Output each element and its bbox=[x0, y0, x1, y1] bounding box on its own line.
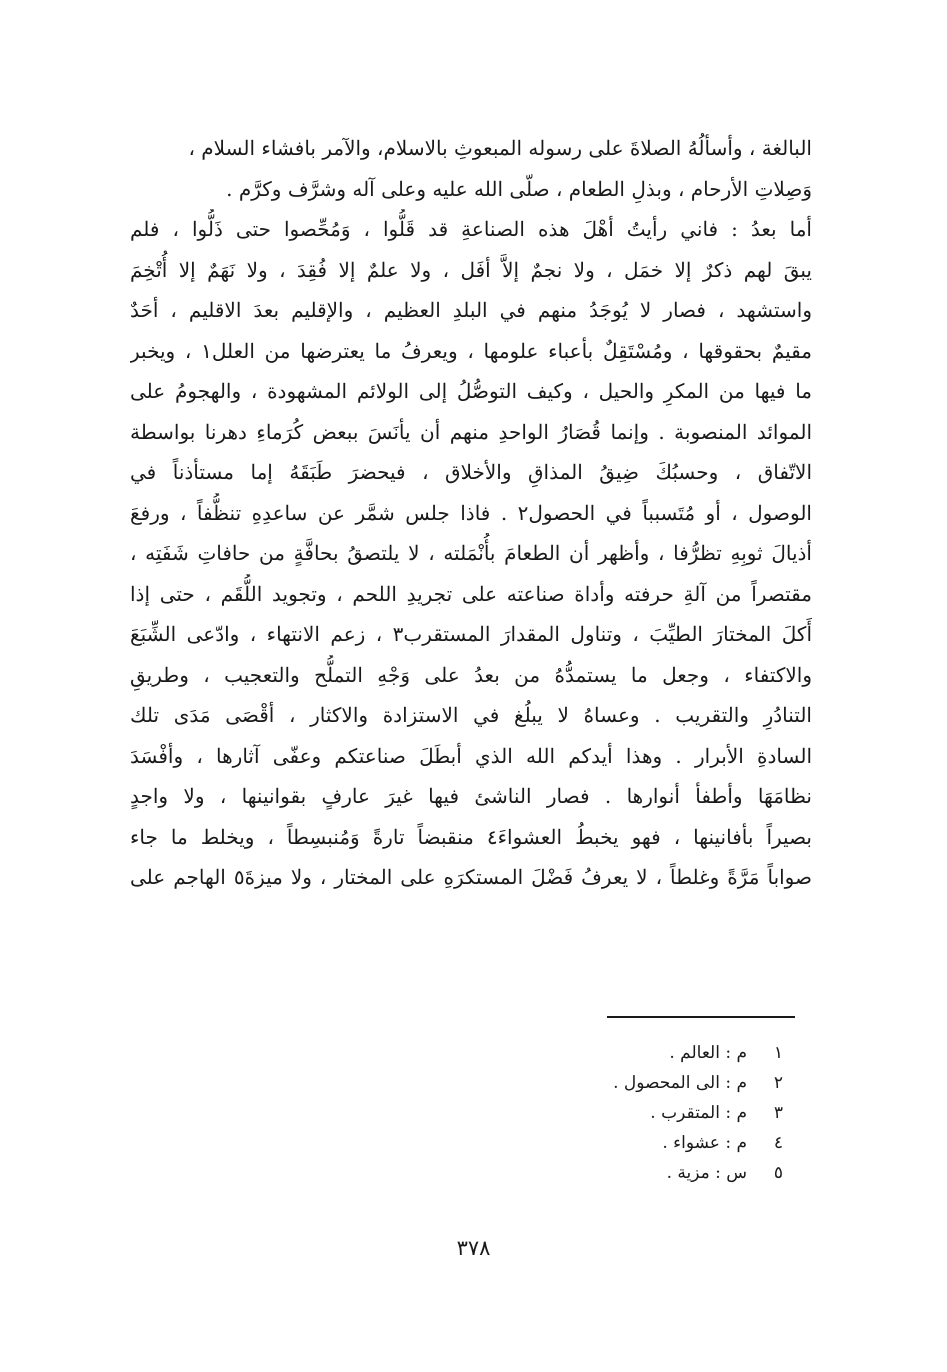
text-line: يبقَ لهم ذكرٌ إلا خمَل ، ولا نجمٌ إلاَّ أفَل ، ولا علمٌ إلا فُقِدَ ، ولا نَهَمٌ إلا أُتْخِمَ bbox=[130, 257, 812, 282]
footnote-number: ٣ bbox=[773, 1103, 783, 1123]
footnote-separator bbox=[607, 1016, 795, 1018]
footnote-number: ٥ bbox=[773, 1163, 783, 1183]
text-line: الوصول ، أو مُتَسبباً في الحصول٢ . فاذا جلس شمَّر عن ساعدِهِ تنظُّفاً ، ورفعَ bbox=[130, 500, 812, 525]
text-line: مقيمٌ بحقوقها ، ومُسْتَقِلٌ بأعباء علومها ، ويعرفُ ما يعترضها من العلل١ ، ويخبر bbox=[130, 338, 812, 363]
footnote-text: م : عشواء . bbox=[662, 1133, 747, 1153]
footnote bbox=[613, 1068, 783, 1098]
footnote-text: م : المتقرب . bbox=[650, 1103, 747, 1123]
footnote-text: س : مزية . bbox=[666, 1163, 747, 1183]
text-line: الاتّفاق ، وحسبُكَ ضِيقُ المذاقِ والأخلاق ، فيحضرَ طَبَقَهُ إما مستأذناً في bbox=[130, 460, 812, 484]
text-line: أَكلَ المختارَ الطيِّبَ ، وتناول المقدارَ المستقرب٣ ، زعم الانتهاء ، وادّعى الشِّبَعَ bbox=[130, 622, 812, 646]
body-text bbox=[130, 128, 812, 898]
text-line: والاكتفاء ، وجعل ما يستمدُّهُ من بعدُ على وَجْهِ التملُّح والتعجيب ، وطريقِ bbox=[130, 662, 812, 687]
footnote bbox=[613, 1038, 783, 1068]
text-line: بصيراً بأفانينها ، فهو يخبطُ العشواءَ٤ منقبضاً تارةً وَمُنبسِطاً ، ويخلط ما جاء bbox=[130, 824, 812, 849]
text-line: التنادُرِ والتقريب . وعساهُ لا يبلُغ في الاستزادة والاكثار ، أقْصَى مَدَى تلك bbox=[130, 703, 812, 727]
text-line: وَصِلاتِ الأرحام ، وبذلِ الطعام ، صلّى الله عليه وعلى آله وشرَّف وكرَّم . bbox=[226, 176, 812, 201]
footnote-text: م : الى المحصول . bbox=[613, 1073, 747, 1093]
text-line: صواباً مَرَّةً وغلطاً ، لا يعرفُ فَضْلَ المستكرَهِ على المختار ، ولا ميزةَ٥ الهاجم على bbox=[130, 865, 812, 889]
footnote-number: ٤ bbox=[773, 1133, 783, 1153]
text-line: السادةِ الأبرار . وهذا أيدكم الله الذي أبطَلَ صناعتكم وعفّى آثارها ، وأفْسَدَ bbox=[130, 743, 812, 768]
text-line: الموائد المنصوبة . وإنما قُصَارُ الواحدِ منهم أن يأنَسَ ببعض كُرَماءِ دهرنا بواسطة bbox=[130, 419, 812, 444]
text-line: ما فيها من المكرِ والحيل ، وكيف التوصُّلُ إلى الولائم المشهودة ، والهجومُ على bbox=[130, 379, 812, 403]
text-line: أما بعدُ : فاني رأيتُ أهْلَ هذه الصناعةِ قد قَلُّوا ، وَمُحِّصوا حتى ذَلُّوا ، فلم bbox=[130, 217, 812, 241]
text-line: البالغة ، وأسألُهُ الصلاةَ على رسوله المبعوثِ بالاسلام، والآمر بافشاء السلام ، bbox=[188, 136, 812, 160]
text-line: أذيالَ ثوبِهِ تظرُّفا ، وأظهر أن الطعامَ بأُنْمَلته ، لا يلتصقُ بحافَّةٍ من حافاتِ شَفَتِه ، bbox=[130, 541, 812, 565]
footnote bbox=[613, 1158, 783, 1188]
text-line: مقتصراً من آلةِ حرفته وأداة صناعته على تجريدِ اللحم ، وتجويد اللُّقَم ، حتى إذا bbox=[130, 581, 812, 606]
footnote-number: ٢ bbox=[773, 1073, 783, 1093]
text-line: نظامَهَا وأطفأ أنوارها . فصار الناشئ فيها غيرَ عارفٍ بقوانينها ، ولا واجدٍ bbox=[130, 784, 812, 808]
footnote bbox=[613, 1098, 783, 1128]
footnotes bbox=[613, 1038, 783, 1188]
footnote bbox=[613, 1128, 783, 1158]
footnote-text: م : العالم . bbox=[669, 1043, 747, 1063]
footnote-number: ١ bbox=[773, 1043, 783, 1063]
page-number: ٣٧٨ bbox=[456, 1236, 491, 1260]
text-line: واستشهد ، فصار لا يُوجَدُ منهم في البلدِ العظيم ، والإقليم بعدَ الاقليم ، أحَدٌ bbox=[130, 298, 812, 322]
